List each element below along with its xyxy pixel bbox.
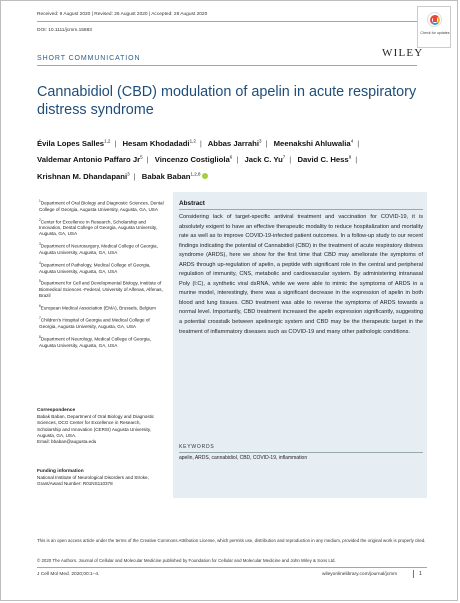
abstract-divider — [179, 209, 423, 210]
copyright-notice: © 2020 The Authors. Journal of Cellular and Molecular Medicine published by Foundation for Cellular and Molecular Medicine and John Wiley & Sons Ltd. — [37, 558, 336, 563]
keywords-list: apelin, ARDS, cannabidiol, CBD, COVID-19, inflammation — [179, 455, 308, 461]
check-for-updates-badge[interactable] — [417, 6, 451, 48]
affiliation-item: $^7$Children's Hospital of Georgia and Medical College of Georgia, Augusta University, Augusta, GA, USA — [39, 316, 150, 330]
author-list: Évila Lopes Salles$^{1,2}$ | Hesam Khodadadi$^{1,2}$ | Abbas Jarrahi$^3$ | Meenakshi Ahluwalia$^4$ | Valdemar Antonio Paffaro Jr$^5$ | Vincenzo Costigliola$^6$ | Jack C. Yu$^7$ | David C. Hess$^8$ | Krishnan M. Dhandapani$^3$ | Babak Baban$^{1,2,8}$ — [37, 138, 360, 181]
author-name[interactable]: Vincenzo Costigliola$^6$ — [154, 154, 233, 165]
author-name[interactable]: Jack C. Yu$^7$ — [244, 154, 286, 165]
funding-heading: Funding information — [37, 469, 84, 474]
correspondence-heading: Correspondence — [37, 408, 76, 413]
license-notice: This is an open access article under the terms of the Creative Commons Attribution License, which permits use, distribution and reproduction in any medium, provided the original work is properly cited. — [37, 538, 426, 543]
header-divider — [37, 21, 417, 22]
article-type: SHORT COMMUNICATION — [37, 55, 141, 62]
publication-dates: Received: 9 August 2020 | Revised: 26 August 2020 | Accepted: 28 August 2020 — [37, 12, 208, 17]
affiliations — [37, 198, 165, 352]
page-number: 1 — [419, 571, 422, 577]
funding-text: National Institute of Neurological Disorders and Stroke, Grant/Award Number: R01NS110378 — [37, 475, 149, 487]
author-name[interactable]: Babak Baban$^{1,2,8}$ — [141, 171, 201, 181]
author-name[interactable]: Krishnan M. Dhandapani$^3$ — [37, 171, 130, 181]
affiliation-item: $^2$Center for Excellence in Research, Scholarship and Innovation, Dental College of Georgia, Augusta University, Augusta, GA, USA — [39, 217, 158, 237]
badge-label: Check for updates — [420, 31, 450, 35]
author-name[interactable]: Abbas Jarrahi$^3$ — [207, 138, 262, 148]
affiliation-item: $^1$Department of Oral Biology and Diagnostic Sciences, Dental College of Georgia, Augusta University, Augusta, GA, USA — [39, 199, 164, 212]
correspondence-section — [37, 407, 165, 445]
journal-citation: J Cell Mol Med. 2020;00:1–4. — [37, 572, 100, 577]
keywords-divider — [179, 452, 423, 453]
affiliation-item: $^5$Department for Cell and Developmental Biology, Institute of Biomedical Sciences -Federal, University of Alfenas, Alfenas, Brazil — [39, 279, 163, 299]
author-name[interactable]: David C. Hess$^8$ — [297, 154, 352, 165]
journal-website-link[interactable]: wileyonlinelibrary.com/journal/jcmm — [322, 572, 398, 577]
page-number-divider — [413, 570, 414, 578]
author-name[interactable]: Hesam Khodadadi$^{1,2}$ — [122, 138, 196, 148]
author-name[interactable]: Meenakshi Ahluwalia$^4$ — [273, 138, 354, 148]
affiliation-item: $^4$Department of Pathology, Medical College of Georgia, Augusta University, Augusta, GA, USA — [39, 260, 151, 274]
abstract-text: Considering lack of target-specific antiviral treatment and vaccination for COVID-19, it is absolutely exigent to have an effective therapeutic modality to reduce hospitalization and mortality rate as well as to improve COVID-19-infected patient outcomes. In a follow-up study to our recent findings indicating the potential of Cannabidiol (CBD) in the treatment of acute respiratory distress syndrome (ARDS), here we show for the first time that CBD may ameliorate the symptoms of ARDS through up-regulation of apelin, a peptide with significant role in the central and peripheral regulation of immunity, CNS, metabolic and cardiovascular system. By administering intranasal Poly (I:C), a synthetic viral dsRNA, while we were able to mimic the symptoms of ARDS in a murine model, interestingly, there was a significant decrease in the expression of apelin in both blood and lung tissues. CBD treatment was able to reverse the symptoms of ARDS towards a normal level. Importantly, CBD treatment increased the apelin expression significantly, suggesting a potential crosstalk between apelinergic system and CBD may be the therapeutic target in the treatment of inflammatory diseases such as COVID-19 and many other pathologic conditions. — [179, 214, 423, 335]
author-name[interactable]: Évila Lopes Salles$^{1,2}$ — [37, 138, 111, 148]
correspondence-email[interactable]: Email: bbaban@augusta.edu — [37, 439, 97, 445]
affiliation-item: $^3$Department of Neurosurgery, Medical College of Georgia, Augusta University, Augusta, GA, USA — [39, 242, 158, 255]
abstract-box — [173, 192, 427, 498]
author-name[interactable]: Valdemar Antonio Paffaro Jr$^5$ — [37, 154, 143, 165]
doi-link[interactable]: DOI: 10.1111/jcmm.15883 — [37, 28, 92, 33]
keywords-heading: KEYWORDS — [179, 444, 215, 450]
correspondence-text: Babak Baban, Department of Oral Biology and Diagnostic Sciences, DCG Center for Excellence in Research, Scholarship and Innovation (CERSI) Augusta University, Augusta, GA, USA. — [37, 414, 155, 438]
funding-section — [37, 468, 165, 488]
crossmark-icon — [427, 12, 442, 27]
orcid-icon[interactable] — [202, 173, 208, 179]
footer-divider — [37, 567, 427, 568]
article-type-divider — [37, 65, 417, 66]
affiliation-item: $^8$Department of Neurology, Medical College of Georgia, Augusta University, Augusta, GA, USA — [39, 334, 152, 348]
article-title: Cannabidiol (CBD) modulation of apelin in acute respiratory distress syndrome — [37, 84, 417, 118]
affiliation-item: $^6$European Medical Association (EMA), Brussels, Belgium — [39, 304, 156, 311]
abstract-heading: Abstract — [179, 200, 205, 207]
publisher-logo: WILEY — [382, 47, 424, 59]
